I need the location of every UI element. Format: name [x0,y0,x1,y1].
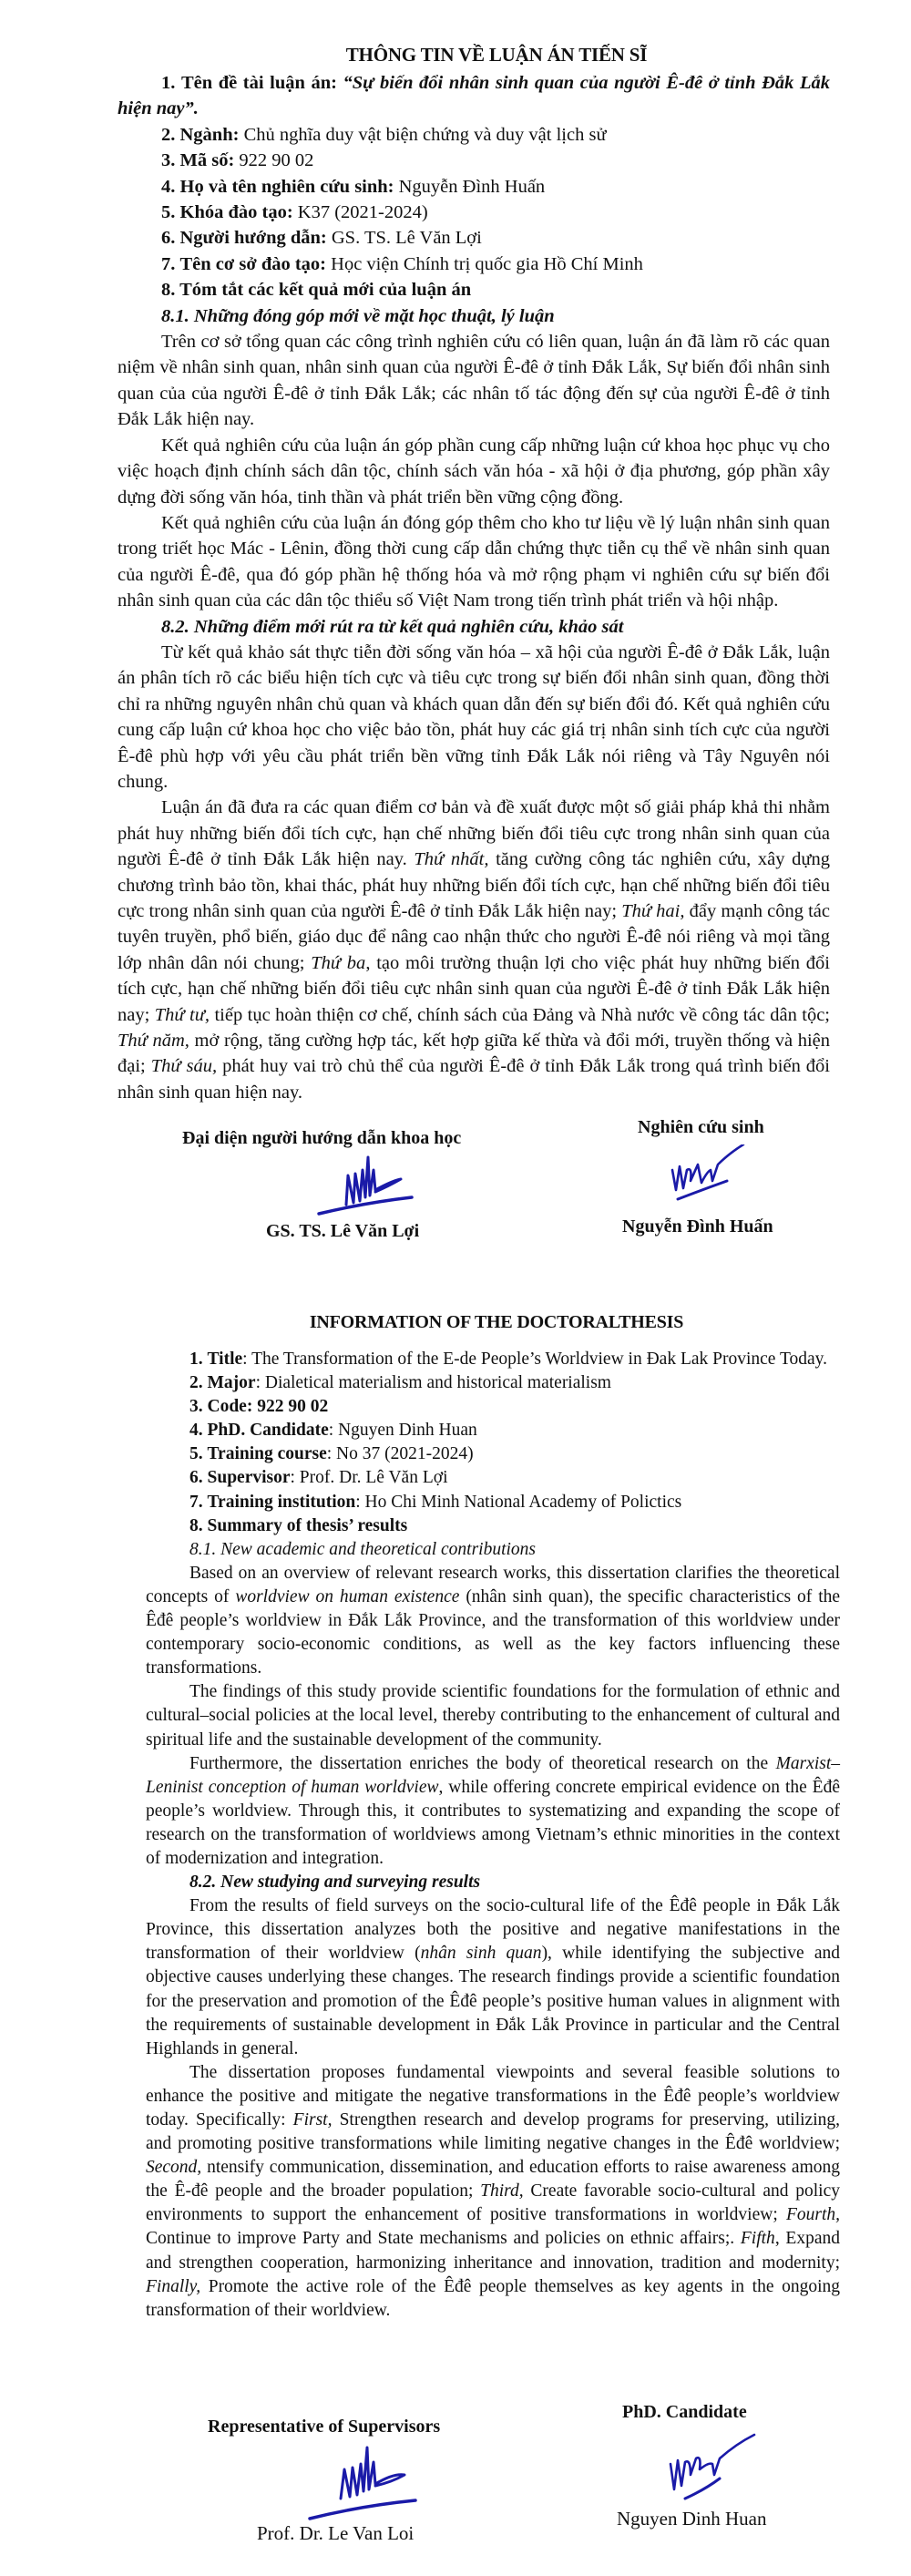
en-item-course [146,1442,840,1466]
supervisor-signature-icon [306,2442,443,2524]
solution-ordinal: Thứ ba [311,952,366,973]
item-number: 6. [161,228,176,249]
solution-text: , Expand and strengthen cooperation, harmonizing inheritance and innovation, tradition and modernity; [146,2229,840,2273]
item-value: Chủ nghĩa duy vật biện chứng và duy vật lịch sử [243,124,607,145]
solution-ordinal: Finally, [146,2276,201,2296]
item-number: 6. [189,1468,203,1488]
item-value: : 922 90 02 [246,1397,329,1417]
solution-text: đẩy mạnh công tác tuyên truyền, phổ biến, giáo dục để nâng cao nhận thức cho người Ê-đê nói riêng và mọi tầng lớp nhân dân nói chung; [118,901,831,973]
en-item-supervisor [146,1466,840,1490]
candidate-signature-icon [665,1144,774,1208]
vn-item-major [118,122,830,148]
item-number: 5. [161,202,176,223]
supervisor-signature-icon [310,1150,437,1223]
item-label: Họ và tên nghiên cứu sinh: [179,176,394,197]
solutions-intro: Luận án đã đưa ra các quan điểm cơ bản và đề xuất được một số giải pháp khả thi nhằm phát huy những biến đổi tích cực, hạn chế những biến đổi tiêu cực trong nhân sinh quan của người Ê-đê ở tỉnh Đắk Lắk hiện nay. [118,797,830,870]
item-label: Ngành: [179,124,240,145]
item-label: Supervisor [207,1468,291,1488]
candidate-signature-icon [663,2433,782,2506]
solution-text: Strengthen research and develop programs for preserving, utilizing, and promoting positive transformations while limiting negative changes in the Êđê worldview; [146,2110,840,2154]
solution-ordinal: Thứ hai, [621,901,685,921]
en-item-major [146,1371,840,1395]
en-page-title: INFORMATION OF THE DOCTORALTHESIS [309,1312,684,1332]
paragraph-text: Furthermore, the dissertation enriches the body of theoretical research on the [189,1753,776,1773]
item-label: Mã số: [179,150,235,171]
en-supervisor-name: Prof. Dr. Le Van Loi [257,2522,415,2544]
vn-item-institution [118,251,830,277]
en-section-8-2-heading: 8.2. New studying and surveying results [189,1873,481,1893]
solution-ordinal: Thứ sáu, [150,1056,218,1077]
item-value: K37 (2021-2024) [297,202,428,223]
paragraph-text: From the results of field surveys on the socio-cultural life of the Êđê people in Đắk Lắk Province, this dissertation analyzes both the positive and negative manifestations in the transformation of their worldview ( [146,1896,840,1964]
item-label: Major [207,1373,256,1393]
vn-item-title [118,70,830,122]
en-candidate-sign-heading: PhD. Candidate [622,2402,747,2422]
item-label: Title [207,1350,243,1369]
item-value: : Prof. Dr. Lê Văn Lợi [290,1468,448,1488]
en-item-institution [146,1491,840,1514]
en-supervisor-sign-heading: Representative of Supervisors [208,2417,441,2437]
en-8-2-solutions-paragraph [146,2061,840,2323]
item-label: Tên đề tài luận án: [180,73,337,93]
item-number: 4. [161,176,176,197]
solution-text: mở rộng, tăng cường hợp tác, kết hợp giữa kế thừa và đổi mới, truyền thống và hiện đại; [118,1031,830,1077]
solution-ordinal: Thứ năm, [118,1031,189,1052]
vn-8-1-paragraph: Kết quả nghiên cứu của luận án đóng góp thêm cho kho tư liệu về lý luận nhân sinh quan trong triết học Mác - Lênin, đồng thời cung cấp dẫn chứng thực tiễn cụ thể về nhân sinh quan của người Ê-đê, qua đó góp phần hệ thống hóa và mở rộng phạm vi nghiên cứu sự biến đổi nhân sinh quan của các dân tộc thiểu số Việt Nam trong tiến trình phát triển và hội nhập. [118,512,830,611]
vn-supervisor-sign-heading: Đại diện người hướng dẫn khoa học [182,1128,462,1148]
item-number: 7. [189,1492,203,1512]
item-value: : No 37 (2021-2024) [326,1444,474,1464]
item-number: 7. [161,253,176,274]
solution-ordinal: Fifth [740,2229,775,2249]
solution-ordinal: Thứ nhất, [414,849,489,870]
paragraph-text: , while offering concrete empirical evidence on the Êđê people’s worldview. Through this, it contributes to systematizing and expanding the scope of research on the transformation of worldviews among Vietnam’s ethnic minorities in the context of modernization and integration. [146,1777,840,1868]
item-label: Tên cơ sở đào tạo: [179,253,327,274]
vn-candidate-sign-heading: Nghiên cứu sinh [638,1117,764,1137]
vn-item-candidate [118,174,830,200]
vn-item-course [118,200,830,225]
item-value: 922 90 02 [239,150,314,171]
paragraph-text: ), while identifying the subjective and objective causes underlying these changes. The research findings provide a scientific foundation for the preservation and promotion of the Êđê people’s positive human values in alignment with the requirements of sustainable development in Đắk Lắk Province in particular and the Central Highlands in general. [146,1944,841,2058]
solution-ordinal: Third, [480,2181,524,2201]
item-number: 2. [161,124,176,145]
thesis-title-value: “Sự biến đổi nhân sinh quan của người Ê-đê ở tỉnh Đắk Lắk hiện nay”. [118,73,830,119]
solution-ordinal: Thứ tư, [154,1004,210,1025]
paragraph-text: Based on an overview of relevant research works, this dissertation clarifies the theoretical concepts of [146,1563,840,1606]
solution-text: Continue to improve Party and State mechanisms and policies on ethnic affairs;. [146,2229,741,2249]
item-label: Training institution [207,1492,356,1512]
item-value: Học viện Chính trị quốc gia Hồ Chí Minh [331,253,643,274]
en-info-block [146,1348,840,2323]
item-number: 4. [189,1421,203,1441]
en-item-title [146,1348,840,1371]
solution-text: tiếp tục hoàn thiện cơ chế, chính sách của Đảng và Nhà nước về công tác dân tộc; [210,1004,830,1025]
item-label: PhD. Candidate [207,1421,329,1441]
solution-text: , tạo môi trường thuận lợi cho việc phát huy những biến đổi tích cực, hạn chế những biến đổi tiêu cực nhân sinh quan của người Ê-đê ở tỉnh Đắk Lắk hiện nay; [118,952,830,1025]
item-number: 5. [189,1444,203,1464]
paragraph-text: (nhân sinh quan), the specific characteristics of the Êđê people’s worldview in Đắk Lắk Province, and the transformation of this worldview under contemporary socio-economic conditions, as well as the key factors influencing these transformations. [146,1586,841,1678]
solution-ordinal: Second, [146,2158,202,2178]
solutions-intro: The dissertation proposes fundamental viewpoints and several feasible solutions to enhance the positive and mitigate the negative transformations in the Êđê people’s worldview today. Specifically: [146,2062,840,2130]
vn-item-code [118,148,830,173]
vn-8-2-solutions-paragraph [118,795,830,1105]
item-number: 2. [189,1373,203,1393]
en-item-code [146,1395,840,1419]
en-summary-heading: 8. Summary of thesis’ results [189,1515,408,1535]
solution-ordinal: Fourth, [785,2205,840,2225]
en-8-2-paragraph [146,1894,840,2061]
item-value: Nguyễn Đình Huấn [398,176,546,197]
item-label: Code [207,1397,247,1417]
vn-supervisor-name: GS. TS. Lê Văn Lợi [266,1221,420,1241]
vn-item-supervisor [118,225,830,251]
item-number: 3. [161,150,176,171]
vn-candidate-name: Nguyễn Đình Huấn [622,1216,773,1237]
en-candidate-name: Nguyen Dinh Huan [617,2508,767,2530]
item-label: Người hướng dẫn: [179,228,327,249]
vn-page-title: THÔNG TIN VỀ LUẬN ÁN TIẾN SĨ [345,44,648,66]
en-item-candidate [146,1419,840,1442]
en-8-1-paragraph [146,1562,840,1680]
item-value: : Dialetical materialism and historical materialism [255,1373,611,1393]
en-8-1-paragraph [146,1752,840,1871]
solution-text: Promote the active role of the Êđê people themselves as key agents in the ongoing transformation of their worldview. [146,2276,840,2320]
vn-summary-heading: 8. Tóm tắt các kết quả mới của luận án [161,280,472,301]
solution-text: tăng cường công tác nghiên cứu, xây dựng chương trình bảo tồn, khai thác, phát huy những biến đổi tích cực, hạn chế những biến đổi tiêu cực trong nhân sinh quan của người Ê-đê ở tỉnh Đắk Lắk hiện nay; [118,849,830,921]
vn-8-2-paragraph: Từ kết quả khảo sát thực tiễn đời sống văn hóa – xã hội của người Ê-đê ở Đắk Lắk, luận án phân tích rõ các biểu hiện tích cực và tiêu cực trong sự biến đổi nhân sinh quan, đồng thời chỉ ra những nguyên nhân chủ quan và khách quan dẫn đến sự biến đổi đó. Kết quả nghiên cứu cung cấp luận cứ khoa học cho việc bảo tồn, phát huy các giá trị nhân sinh tích cực của người Ê-đê phù hợp với yêu cầu phát triển bền vững tỉnh Đắk Lắk nói riêng và Tây Nguyên nói chung. [118,641,830,792]
en-section-8-1-heading: 8.1. New academic and theoretical contributions [189,1539,537,1559]
item-number: 3. [189,1397,203,1417]
item-label: Khóa đào tạo: [179,202,293,223]
item-value: : Nguyen Dinh Huan [328,1421,477,1441]
en-8-1-paragraph: The findings of this study provide scientific foundations for the formulation of ethnic and cultural–social policies at the local level, thereby contributing to the enhancement of cultural and spiritual life and the sustainable development of the community. [146,1682,840,1750]
vn-8-1-paragraph: Kết quả nghiên cứu của luận án góp phần cung cấp những luận cứ khoa học phục vụ cho việc hoạch định chính sách dân tộc, chính sách văn hóa - xã hội ở địa phương, góp phần xây dựng đời sống văn hóa, tinh thần và phát triển bền vững cộng đồng. [118,435,830,508]
item-number: 1. [161,73,176,93]
vn-section-8-2-heading: 8.2. Những điểm mới rút ra từ kết quả nghiên cứu, khảo sát [161,616,624,637]
item-value: : The Transformation of the E-de People’s Worldview in Đak Lak Province Today. [242,1350,828,1369]
emphasis-text: worldview on human existence [235,1586,460,1606]
vn-info-block [118,70,830,1105]
solution-text: phát huy vai trò chủ thể của người Ê-đê ở tỉnh Đắk Lắk trong quá trình biến đổi nhân sinh quan hiện nay. [118,1056,830,1103]
solution-ordinal: First, [292,2110,333,2130]
vn-8-1-paragraph: Trên cơ sở tổng quan các công trình nghiên cứu có liên quan, luận án đã làm rõ các quan niệm về nhân sinh quan, nhân sinh quan của người Ê-đê ở tỉnh Đắk Lắk, Sự biến đổi nhân sinh quan của của người Ê-đê ở tỉnh Đắk Lắk; các nhân tố tác động đến sự của người Ê-đê ở tỉnh Đắk Lắk hiện nay. [118,332,830,430]
solution-text: ntensify communication, dissemination, and education efforts to raise awareness among the Ê-đê people and the broader population; [146,2158,840,2201]
item-label: Training course [207,1444,327,1464]
item-value: : Ho Chi Minh National Academy of Polictics [355,1492,682,1512]
emphasis-text: Marxist–Leninist conception of human worldview [146,1753,840,1797]
item-number: 1. [189,1350,203,1369]
emphasis-text: nhân sinh quan [420,1944,542,1964]
vn-section-8-1-heading: 8.1. Những đóng góp mới về mặt học thuật, lý luận [161,305,555,326]
solution-text: Create favorable socio-cultural and policy environments to support the enhancement of positive transformations in worldview; [146,2181,840,2225]
item-value: GS. TS. Lê Văn Lợi [331,228,482,249]
